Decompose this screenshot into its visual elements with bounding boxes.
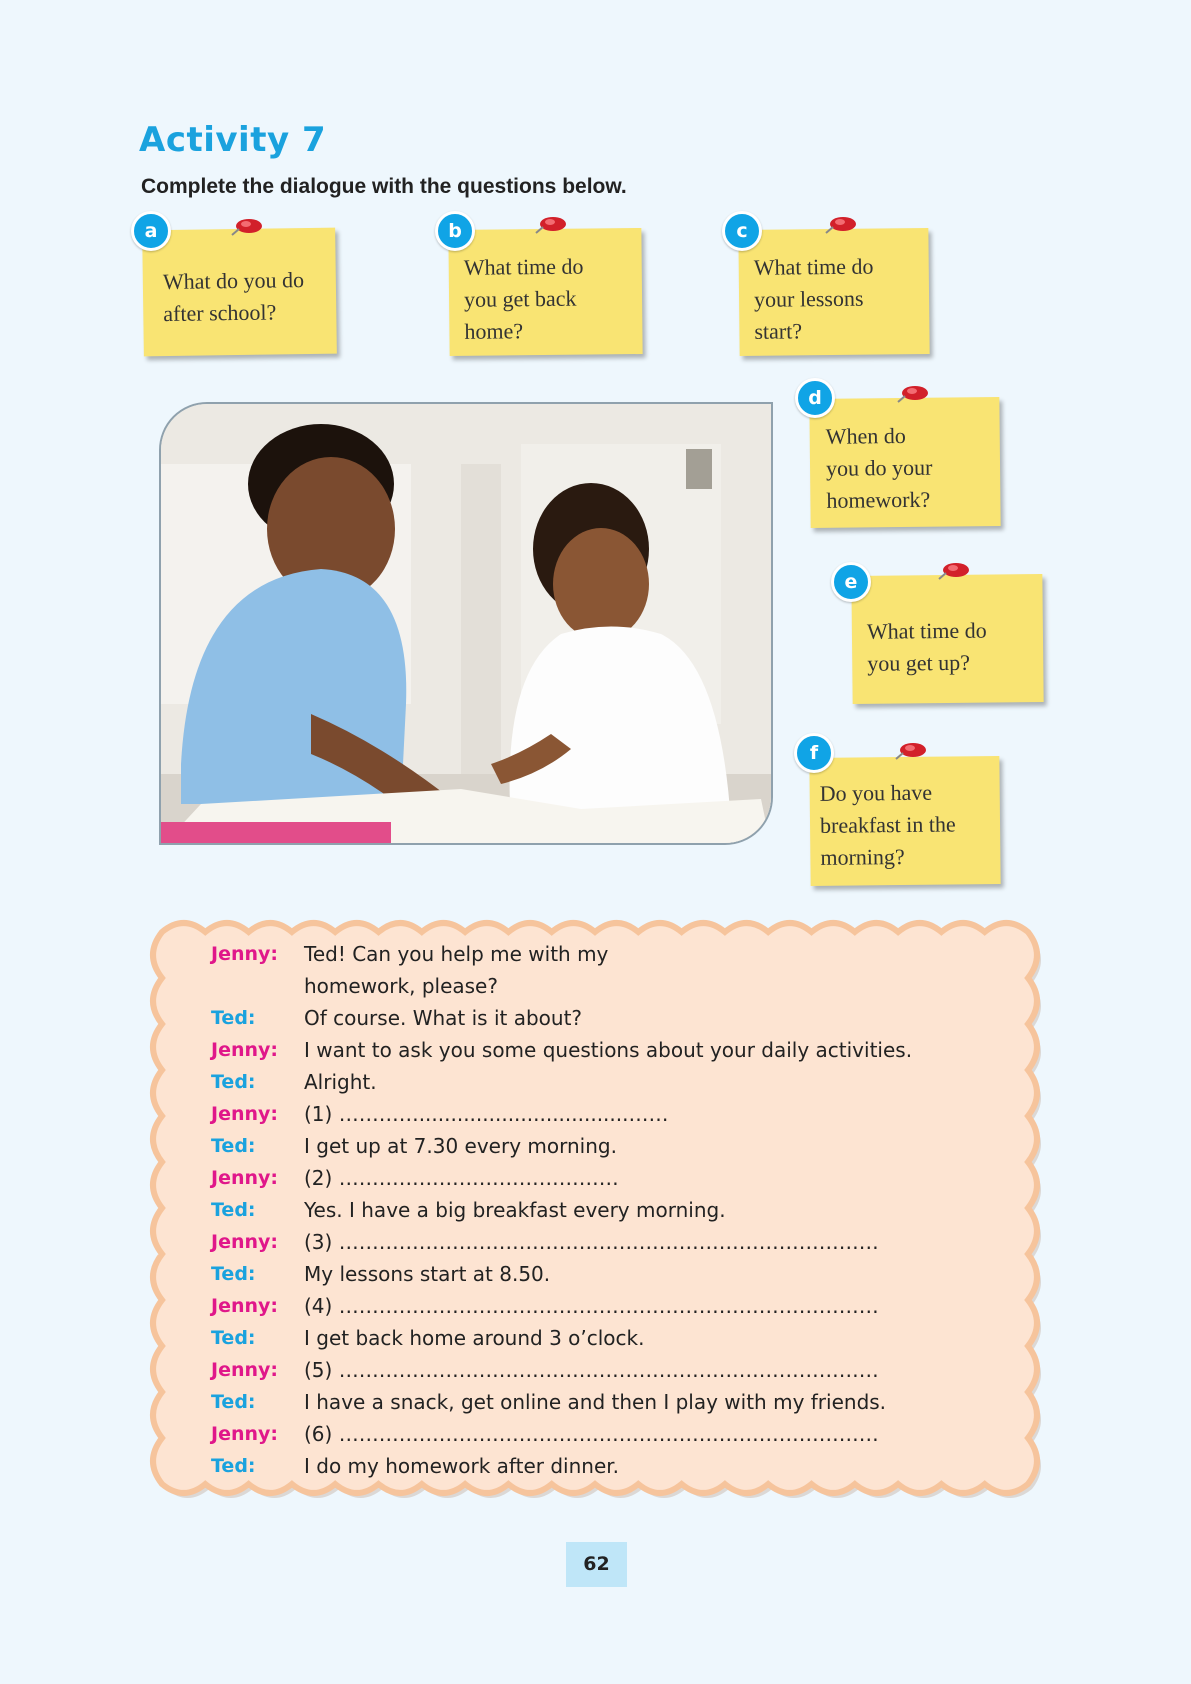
badge-e: e — [831, 562, 871, 602]
dialogue-line — [211, 1418, 1011, 1450]
speaker-label: Jenny: — [211, 1359, 278, 1381]
activity-instruction: Complete the dialogue with the questions below. — [141, 175, 627, 198]
badge-f: f — [794, 733, 834, 773]
dialogue-line — [211, 1322, 1011, 1354]
dialogue-text: (2) …………………………………… — [304, 1166, 619, 1190]
sticky-note-e — [851, 574, 1043, 704]
pushpin-icon — [893, 742, 927, 762]
note-line: you do your — [825, 454, 933, 481]
speaker-label: Jenny: — [211, 1103, 278, 1125]
activity-title: Activity 7 — [139, 120, 327, 160]
pushpin-icon — [823, 216, 857, 236]
photo-children-homework — [159, 402, 773, 845]
speaker-label: Jenny: — [211, 1167, 278, 1189]
note-line: What time do — [463, 253, 584, 280]
dialogue-line — [211, 1226, 1011, 1258]
note-line: homework? — [826, 486, 931, 513]
badge-d: d — [795, 378, 835, 418]
dialogue-text: My lessons start at 8.50. — [304, 1262, 551, 1286]
pushpin-icon — [936, 562, 970, 582]
speaker-label: Ted: — [211, 1135, 256, 1157]
speaker-label: Jenny: — [211, 1039, 278, 1061]
sticky-note-d — [809, 397, 1000, 528]
dialogue-line — [211, 1450, 1011, 1482]
dialogue-line — [211, 1130, 1011, 1162]
speaker-label — [211, 970, 304, 1002]
dialogue-text: I have a snack, get online and then I play with my friends. — [304, 1390, 887, 1414]
page-number: 62 — [566, 1542, 627, 1587]
pushpin-icon — [533, 216, 567, 236]
dialogue-line — [211, 1258, 1011, 1290]
speaker-label: Jenny: — [211, 943, 278, 965]
dialogue-line — [211, 1098, 1011, 1130]
dialogue-text: I get up at 7.30 every morning. — [304, 1134, 617, 1158]
dialogue-line — [211, 1290, 1011, 1322]
dialogue-line — [211, 1162, 1011, 1194]
sticky-note-a — [142, 228, 337, 357]
sticky-note-f — [809, 756, 1000, 886]
dialogue-lines — [211, 938, 1011, 1482]
note-line: What time do — [866, 617, 987, 644]
dialogue-text: (4) ……………………………………………………………………… — [304, 1294, 879, 1318]
dialogue-line — [211, 1194, 1011, 1226]
dialogue-text: Ted! Can you help me with my — [304, 942, 609, 966]
dialogue-text: Yes. I have a big breakfast every morning. — [304, 1198, 726, 1222]
note-line: What time do — [753, 253, 874, 280]
dialogue-text: Alright. — [304, 1070, 377, 1094]
speaker-label: Ted: — [211, 1199, 256, 1221]
dialogue-text: Of course. What is it about? — [304, 1006, 583, 1030]
note-line: you get back — [463, 285, 577, 312]
dialogue-line — [211, 1002, 1011, 1034]
speaker-label: Ted: — [211, 1263, 256, 1285]
dialogue-text: I get back home around 3 o’clock. — [304, 1326, 645, 1350]
pushpin-icon — [895, 385, 929, 405]
badge-c: c — [722, 211, 762, 251]
sticky-note-b — [448, 228, 642, 356]
speaker-label: Ted: — [211, 1007, 256, 1029]
note-line: after school? — [163, 299, 277, 327]
speaker-label: Jenny: — [211, 1295, 278, 1317]
note-line: morning? — [820, 844, 905, 870]
speaker-label: Ted: — [211, 1455, 256, 1477]
badge-b: b — [435, 211, 475, 251]
speaker-label: Ted: — [211, 1071, 256, 1093]
dialogue-line — [211, 1034, 1011, 1066]
dialogue-line — [211, 1354, 1011, 1386]
note-line: you get up? — [867, 649, 971, 676]
speaker-label: Ted: — [211, 1327, 256, 1349]
dialogue-text: (1) ………….................................…… — [304, 1102, 669, 1126]
note-line: start? — [754, 318, 803, 344]
dialogue-text: homework, please? — [304, 974, 498, 998]
note-line: your lessons — [753, 285, 864, 312]
pushpin-icon — [229, 218, 263, 238]
dialogue-box — [148, 918, 1044, 1498]
dialogue-line — [211, 938, 1011, 970]
dialogue-text: (6) ……………………………………………………………………… — [304, 1422, 879, 1446]
sticky-note-c — [738, 228, 929, 356]
note-line: When do — [825, 422, 906, 449]
dialogue-text: (3) ……………………………………………………………………… — [304, 1230, 879, 1254]
note-line: What do you do — [162, 267, 305, 295]
dialogue-text: I want to ask you some questions about your daily activities. — [304, 1038, 913, 1062]
dialogue-line — [211, 970, 1011, 1002]
badge-a: a — [131, 211, 171, 251]
dialogue-line — [211, 1066, 1011, 1098]
dialogue-text: I do my homework after dinner. — [304, 1454, 619, 1478]
dialogue-text: (5) ……………………………………………………………………… — [304, 1358, 879, 1382]
note-line: breakfast in the — [819, 811, 956, 838]
dialogue-line — [211, 1386, 1011, 1418]
speaker-label: Ted: — [211, 1391, 256, 1413]
note-line: Do you have — [819, 779, 933, 806]
speaker-label: Jenny: — [211, 1231, 278, 1253]
speaker-label: Jenny: — [211, 1423, 278, 1445]
note-line: home? — [464, 318, 524, 344]
